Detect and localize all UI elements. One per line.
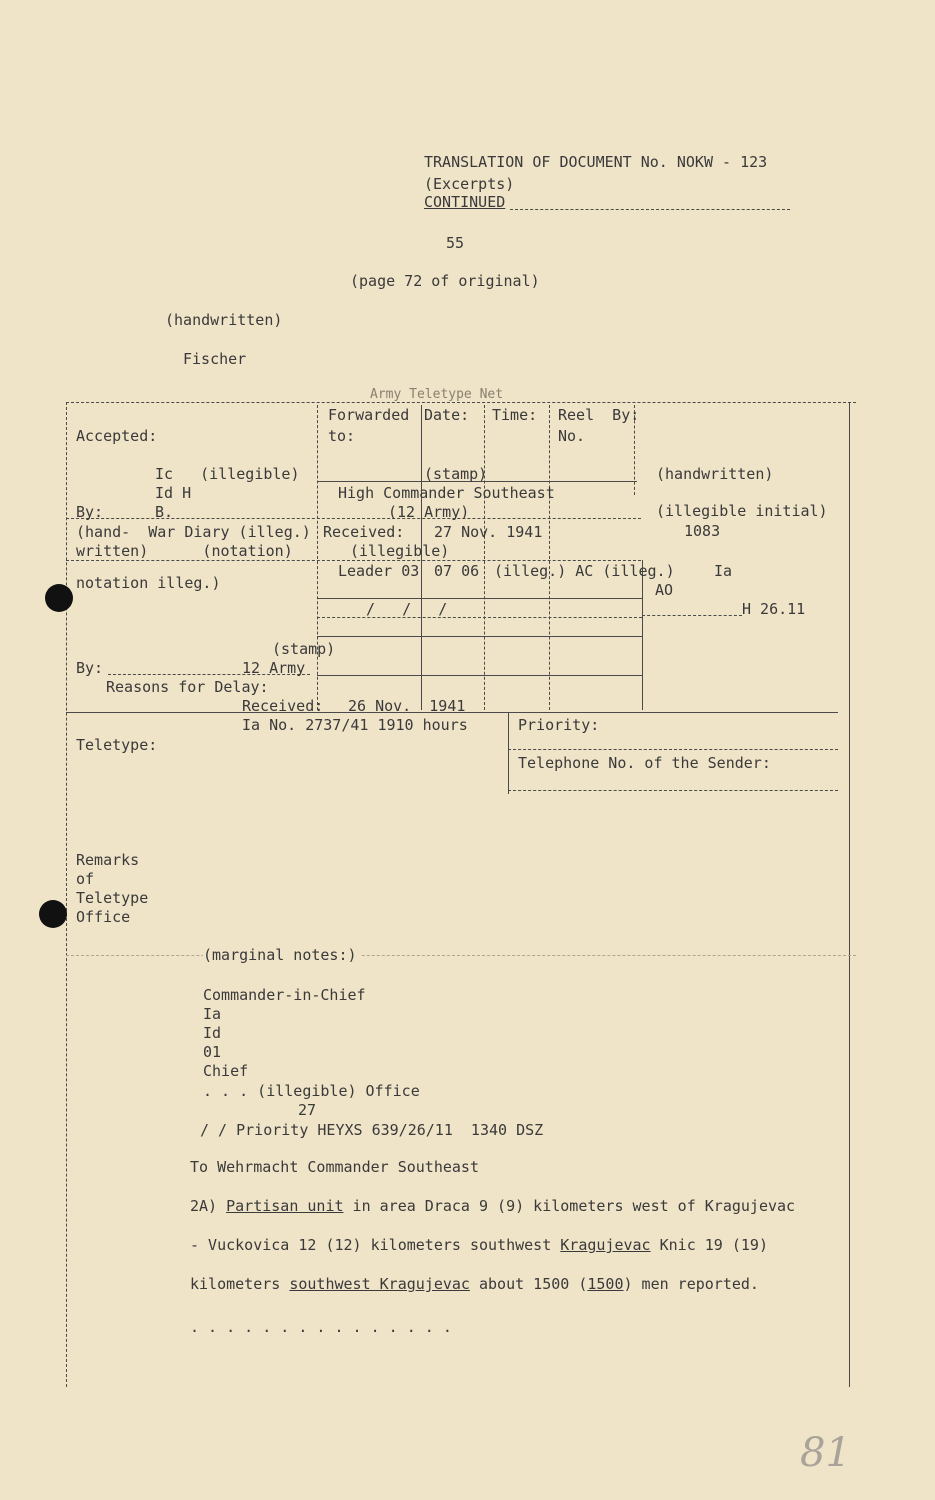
high-commander: High Commander Southeast [338, 484, 555, 502]
dist-5: Chief [203, 1062, 249, 1080]
forwarded-label: Forwarded [328, 406, 410, 424]
message-line-1: 2A) Partisan unit in area Draca 9 (9) kilometers west of Kragujevac [190, 1197, 796, 1215]
by-label-2: By: [76, 659, 104, 677]
war-diary: (hand- War Diary (illeg.) [76, 523, 311, 541]
remarks-1: Remarks [76, 851, 140, 869]
reel-label: Reel By: [558, 406, 640, 424]
marginal-notes: (marginal notes:) [203, 946, 361, 964]
priority-line: / / Priority HEYXS 639/26/11 1340 DSZ [200, 1121, 544, 1139]
remarks-3: Teletype [76, 889, 149, 907]
punch-hole-top [45, 584, 73, 612]
priority-rule [508, 749, 838, 750]
header-rule [510, 209, 790, 210]
ia-number: Ia No. 2737/41 1910 hours [242, 716, 468, 734]
row-rule-3 [66, 560, 641, 561]
col-divider-3 [484, 405, 485, 710]
dist-4: 01 [203, 1043, 222, 1061]
right-handwritten: (handwritten) [656, 465, 774, 483]
marginal-rule [66, 955, 856, 956]
illeg-ac: (illeg.) AC (illeg.) [494, 562, 675, 580]
dist-number: 27 [298, 1101, 317, 1119]
illegible-2: (illegible) [350, 542, 450, 560]
time-0706: 07 06 [434, 562, 480, 580]
priority-divider [508, 712, 509, 794]
by-value-1: B. [155, 503, 174, 521]
remarks-4: Office [76, 908, 131, 926]
dist-6: . . . (illegible) Office [203, 1082, 420, 1100]
row-rule-2 [66, 518, 641, 519]
id-h: Id H [155, 484, 192, 502]
right-1083: 1083 [684, 522, 721, 540]
page-ref: (page 72 of original) [350, 272, 540, 290]
priority-label: Priority: [518, 716, 600, 734]
date-label: Date: [424, 406, 470, 424]
punch-hole-bottom [39, 900, 67, 928]
reasons-delay: Reasons for Delay: [106, 678, 269, 696]
right-h-rule [642, 615, 742, 616]
remarks-2: of [76, 870, 95, 888]
handwritten-name: Fischer [183, 350, 247, 368]
form-left-border [66, 402, 67, 1387]
row-rule-4 [317, 598, 642, 599]
page-number: 55 [446, 234, 465, 252]
teletype-label: Teletype: [76, 736, 158, 754]
received-label-1: Received: [242, 697, 324, 715]
date-27-nov: 27 Nov. 1941 [434, 523, 543, 541]
doc-subtitle: (Excerpts) [424, 175, 515, 193]
ic-illegible: Ic (illegible) [155, 465, 300, 483]
right-ia: Ia [714, 562, 733, 580]
written-notation: written) (notation) [76, 542, 293, 560]
col-divider-4 [549, 405, 550, 710]
received-label-2: Received: [323, 523, 405, 541]
form-top-rule [66, 402, 856, 403]
handwritten-label: (handwritten) [165, 311, 283, 329]
dist-1: Commander-in-Chief [203, 986, 366, 1004]
message-line-3: kilometers southwest Kragujevac about 1500 (1500) men reported. [190, 1275, 759, 1293]
to-label: to: [328, 427, 356, 445]
message-line-2: - Vuckovica 12 (12) kilometers southwest Kragujevac Knic 19 (19) [190, 1236, 768, 1254]
ellipsis-dots: . . . . . . . . . . . . . . . [190, 1318, 452, 1336]
row-rule-6 [317, 636, 642, 637]
slash-marks: / / / [366, 600, 448, 618]
col-divider-1 [317, 405, 318, 710]
row-rule-7 [317, 675, 642, 676]
time-label: Time: [492, 406, 538, 424]
dist-3: Id [203, 1024, 222, 1042]
dist-2: Ia [203, 1005, 222, 1023]
form-title: Army Teletype Net [370, 387, 504, 402]
notation-illeg: notation illeg.) [76, 574, 221, 592]
to-line: To Wehrmacht Commander Southeast [190, 1158, 479, 1176]
pencil-number: 81 [800, 1430, 851, 1476]
accepted-label: Accepted: [76, 427, 158, 445]
by-label-1: By: [76, 503, 104, 521]
form-right-border [849, 402, 850, 1387]
telephone-rule [508, 790, 838, 791]
right-h: H 26.11 [742, 600, 806, 618]
by-value-2: 12 Army [242, 659, 306, 677]
stamp-label: (stamp) [272, 640, 336, 658]
leader: Leader 03 [338, 562, 420, 580]
doc-continued: CONTINUED [424, 193, 506, 211]
no-label: No. [558, 427, 586, 445]
right-initial: (illegible initial) [656, 502, 828, 520]
col-divider-5b [642, 560, 643, 710]
telephone-label: Telephone No. of the Sender: [518, 754, 771, 772]
ao-label: AO [655, 581, 674, 599]
doc-title: TRANSLATION OF DOCUMENT No. NOKW - 123 [424, 153, 768, 171]
army-12: (12 Army) [388, 503, 470, 521]
stamp-label-2: (stamp) [424, 465, 488, 483]
received-date: 26 Nov. 1941 [348, 697, 466, 715]
